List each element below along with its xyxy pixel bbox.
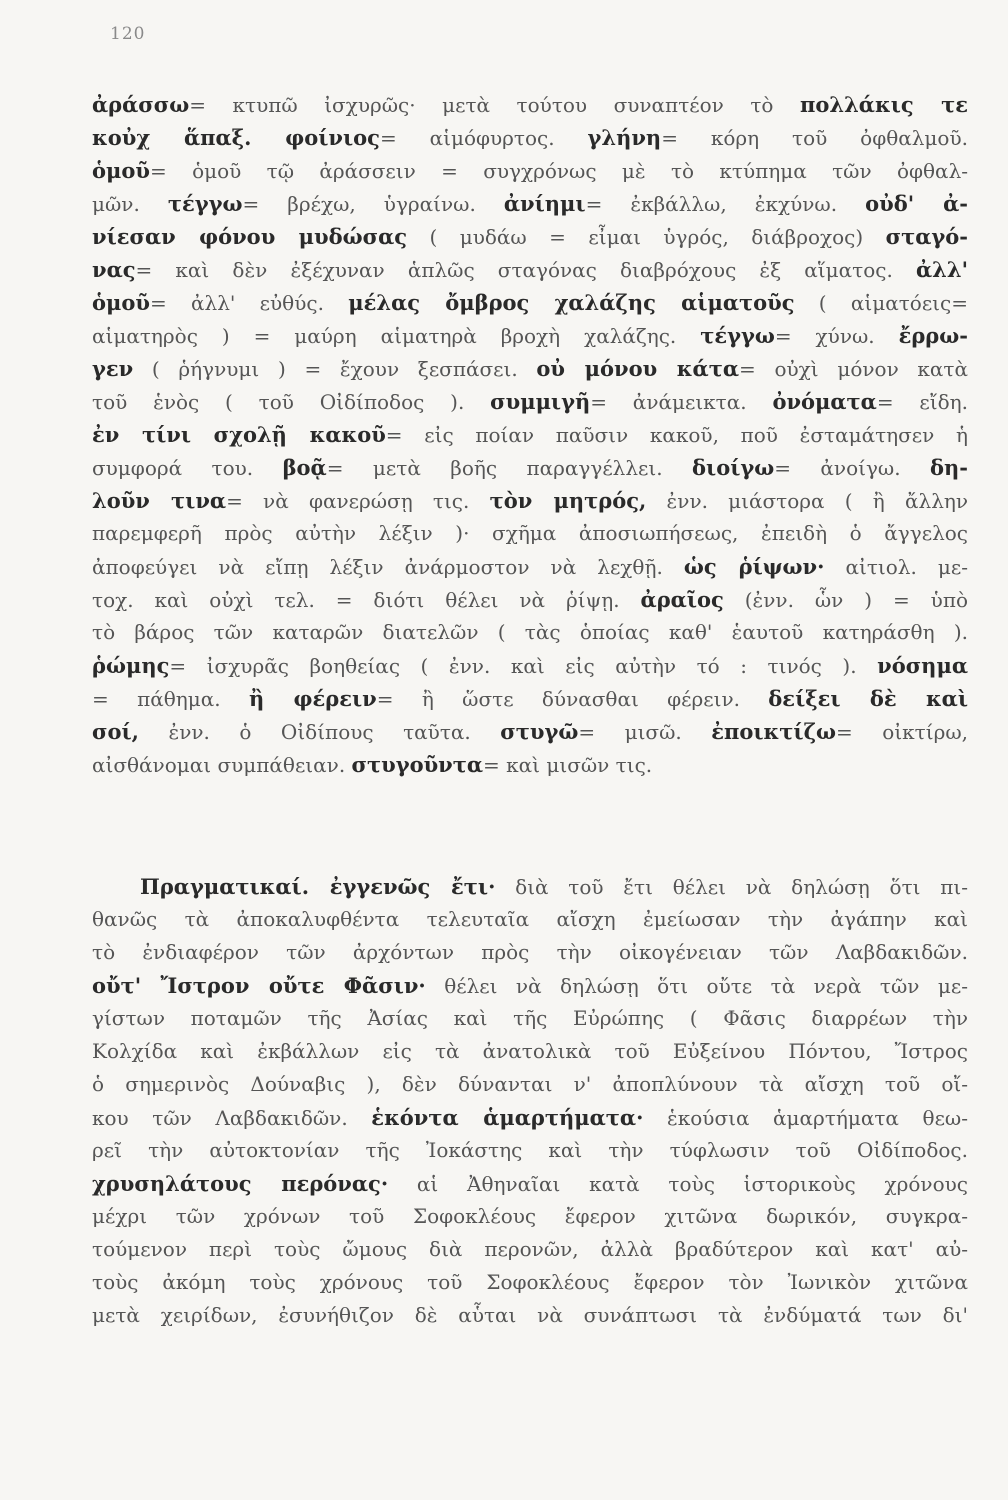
- bold-term: ὡς ῥίψων·: [683, 554, 825, 579]
- bold-term: συμμιγῆ: [490, 389, 591, 414]
- bold-term: ῥώμης: [92, 653, 170, 678]
- block2-line: [92, 969, 968, 1002]
- block1-line: [92, 385, 968, 418]
- block2-line: [92, 1167, 968, 1200]
- bold-term: ἀράσσω: [92, 92, 190, 117]
- bold-term: σταγό-: [885, 224, 968, 249]
- block2-line: [92, 1233, 968, 1266]
- block1-line: [92, 451, 968, 484]
- block2-line: [92, 870, 968, 903]
- bold-term: στυγοῦντα: [351, 752, 484, 777]
- gloss-text: = ἰσχυρᾶς βοηθείας ( ἐνν. καὶ εἰς αὐτὴν τό : τινός ).: [169, 654, 878, 678]
- page-number: 120: [110, 24, 146, 44]
- bold-term: τέγγω: [167, 191, 243, 216]
- bold-term: οὔτ' Ἴστρον οὔτε Φᾶσιν·: [92, 973, 426, 998]
- gloss-text: ( μυδάω = εἶμαι ὑγρός, διάβροχος): [407, 225, 886, 249]
- block1-line: [92, 616, 968, 649]
- gloss-text: γίστων ποταμῶν τῆς Ἀσίας καὶ τῆς Εὐρώπης ( Φᾶσις διαρρέων τὴν: [92, 1006, 968, 1030]
- block1-line: [92, 484, 968, 517]
- block1-line: [92, 418, 968, 451]
- bold-term: γλήνη: [587, 125, 662, 150]
- bold-term: ὀνόματα: [772, 389, 877, 414]
- gloss-text: ἐνν. μιάστορα ( ἢ ἄλλην: [646, 489, 968, 513]
- gloss-text: αἰσθάνομαι συμπάθειαν.: [92, 753, 352, 777]
- gloss-text: = ὁμοῦ τῷ ἀράσσειν = συγχρόνως μὲ τὸ κτύπημα τῶν ὀφθαλ-: [149, 159, 968, 183]
- gloss-text: = ἀνοίγω.: [774, 456, 931, 480]
- block2-line: [92, 1068, 968, 1101]
- gloss-text: = εἰς ποίαν παῦσιν κακοῦ, ποῦ ἐσταμάτησεν ἡ: [385, 423, 968, 447]
- gloss-text: = χύνω.: [774, 324, 899, 348]
- gloss-text: = κτυπῶ ἰσχυρῶς· μετὰ τούτου συναπτέον τὸ: [189, 93, 800, 117]
- gloss-text: = αἱμόφυρτος.: [379, 126, 588, 150]
- gloss-text: μῶν.: [92, 192, 168, 216]
- gloss-text: = καὶ δὲν ἐξέχυναν ἁπλῶς σταγόνας διαβρόχους ἐξ αἵματος.: [135, 258, 916, 282]
- bold-term: βοᾷ: [282, 455, 327, 480]
- gloss-text: αἱματηρὸς ) = μαύρη αἱματηρὰ βροχὴ χαλάζης.: [92, 324, 701, 348]
- bold-term: ὁμοῦ: [92, 158, 150, 183]
- gloss-text: = οὐχὶ μόνον κατὰ: [739, 357, 968, 381]
- gloss-text: ρεῖ τὴν αὐτοκτονίαν τῆς Ἰοκάστης καὶ τὴν τύφλωσιν τοῦ Οἰδίποδος.: [92, 1138, 968, 1162]
- bold-term: ἐν τίνι σχολῇ κακοῦ: [92, 422, 386, 447]
- gloss-text: = πάθημα.: [92, 687, 249, 711]
- gloss-text: ἐνν. ὁ Οἰδίπους ταῦτα.: [138, 720, 501, 744]
- gloss-text: (ἐνν. ὧν ) = ὑπὸ: [723, 588, 968, 612]
- block1-line: [92, 715, 968, 748]
- bold-term: νας: [92, 257, 136, 282]
- block1-line: [92, 517, 968, 550]
- bold-term: στυγῶ: [500, 719, 579, 744]
- gloss-text: = κόρη τοῦ ὀφθαλμοῦ.: [661, 126, 968, 150]
- bold-term: ἀνίημι: [503, 191, 586, 216]
- gloss-text: τὸ ἐνδιαφέρον τῶν ἀρχόντων πρὸς τὴν οἰκογένειαν τῶν Λαβδακιδῶν.: [92, 940, 968, 964]
- bold-term: σοί,: [92, 719, 139, 744]
- block2-line: [92, 1002, 968, 1035]
- block1-line: [92, 286, 968, 319]
- block1-line: [92, 253, 968, 286]
- block2-line: [92, 1266, 968, 1299]
- bold-term: γεν: [92, 356, 134, 381]
- commentary-glossary: [92, 88, 968, 781]
- gloss-text: = ἀνάμεικτα.: [590, 390, 773, 414]
- block1-line: [92, 121, 968, 154]
- gloss-text: παρεμφερῆ πρὸς αὐτὴν λέξιν )· σχῆμα ἀποσιωπήσεως, ἐπειδὴ ὁ ἄγγελος: [92, 521, 968, 545]
- gloss-text: ἀποφεύγει νὰ εἴπῃ λέξιν ἀνάρμοστον νὰ λεχθῇ.: [92, 555, 684, 579]
- block2-line: [92, 1299, 968, 1332]
- bold-term: Πραγματικαί. ἐγγενῶς ἔτι·: [140, 874, 496, 899]
- gloss-text: = εἴδη.: [876, 390, 968, 414]
- gloss-text: Κολχίδα καὶ ἐκβάλλων εἰς τὰ ἀνατολικὰ τοῦ Εὐξείνου Πόντου, Ἴστρος: [92, 1039, 968, 1063]
- gloss-text: = ἐκβάλλω, ἐκχύνω.: [585, 192, 866, 216]
- block1-line: [92, 352, 968, 385]
- bold-term: τέγγω: [700, 323, 775, 348]
- bold-term: δη-: [930, 455, 968, 480]
- gloss-text: = νὰ φανερώσῃ τις.: [226, 489, 490, 513]
- bold-term: νόσημα: [877, 653, 968, 678]
- gloss-text: αἱ Ἀθηναῖαι κατὰ τοὺς ἱστορικοὺς χρόνους: [388, 1172, 968, 1196]
- gloss-text: = μισῶ.: [578, 720, 712, 744]
- bold-term: τὸν μητρός,: [489, 488, 647, 513]
- gloss-text: τοῦ ἑνὸς ( τοῦ Οἰδίποδος ).: [92, 390, 491, 414]
- bold-term: ἀλλ': [915, 257, 968, 282]
- bold-term: ἔρρω-: [898, 323, 968, 348]
- gloss-text: ἑκούσια ἁμαρτήματα θεω-: [643, 1106, 968, 1130]
- bold-term: κοὐχ ἅπαξ. φοίνιος: [92, 125, 380, 150]
- block2-line: [92, 1035, 968, 1068]
- block1-line: [92, 88, 968, 121]
- gloss-text: μέχρι τῶν χρόνων τοῦ Σοφοκλέους ἔφερον χιτῶνα δωρικόν, συγκρα-: [92, 1204, 968, 1228]
- gloss-text: θέλει νὰ δηλώσῃ ὅτι οὔτε τὰ νερὰ τῶν με-: [425, 974, 968, 998]
- bold-term: ἢ φέρειν: [248, 686, 377, 711]
- block1-line: [92, 220, 968, 253]
- gloss-text: θανῶς τὰ ἀποκαλυφθέντα τελευταῖα αἴσχη ἐμείωσαν τὴν ἀγάπην καὶ: [92, 907, 968, 931]
- block2-line: [92, 936, 968, 969]
- gloss-text: = καὶ μισῶν τις.: [483, 753, 653, 777]
- bold-term: λοῦν τινα: [92, 488, 227, 513]
- bold-term: ἐποικτίζω: [711, 719, 837, 744]
- gloss-text: = ἀλλ' εὐθύς.: [149, 291, 349, 315]
- block2-line: [92, 1200, 968, 1233]
- bold-term: διοίγω: [692, 455, 775, 480]
- block2-line: [92, 1134, 968, 1167]
- gloss-text: διὰ τοῦ ἔτι θέλει νὰ δηλώσῃ ὅτι πι-: [495, 875, 968, 899]
- gloss-text: κου τῶν Λαβδακιδῶν.: [92, 1106, 372, 1130]
- bold-term: πολλάκις τε: [799, 92, 968, 117]
- bold-term: νίεσαν φόνου μυδώσας: [92, 224, 408, 249]
- gloss-text: συμφορά του.: [92, 456, 283, 480]
- gloss-text: τούμενον περὶ τοὺς ὤμους διὰ περονῶν, ἀλλὰ βραδύτερον καὶ κατ' αὐ-: [92, 1237, 968, 1261]
- gloss-text: μετὰ χειρίδων, ἐσυνήθιζον δὲ αὗται νὰ συνάπτωσι τὰ ἐνδύματά των δι': [92, 1303, 968, 1327]
- gloss-text: αἰτιολ. με-: [824, 555, 968, 579]
- block2-line: [92, 1101, 968, 1134]
- bold-term: χρυσηλάτους περόνας·: [92, 1171, 389, 1196]
- bold-term: οὐ μόνου κάτα: [536, 356, 740, 381]
- bold-term: ὁμοῦ: [92, 290, 150, 315]
- bold-term: μέλας ὄμβρος χαλάζης αἱματοῦς: [348, 290, 795, 315]
- gloss-text: = βρέχω, ὑγραίνω.: [242, 192, 504, 216]
- bold-term: ἀραῖος: [640, 587, 724, 612]
- block1-line: [92, 319, 968, 352]
- gloss-text: ὁ σημερινὸς Δούναβις ), δὲν δύνανται ν' ἀποπλύνουν τὰ αἴσχη τοῦ οἴ-: [92, 1072, 968, 1096]
- gloss-text: τοὺς ἀκόμη τοὺς χρόνους τοῦ Σοφοκλέους ἔφερον τὸν Ἰωνικὸν χιτῶνα: [92, 1270, 968, 1294]
- gloss-text: = οἰκτίρω,: [836, 720, 968, 744]
- block1-line: [92, 583, 968, 616]
- bold-term: ἑκόντα ἁμαρτήματα·: [371, 1105, 644, 1130]
- block1-line: [92, 649, 968, 682]
- block2-line: [92, 903, 968, 936]
- block1-line: [92, 550, 968, 583]
- gloss-text: τοχ. καὶ οὐχὶ τελ. = διότι θέλει νὰ ῥίψῃ.: [92, 588, 641, 612]
- gloss-text: ( ῥήγνυμι ) = ἔχουν ξεσπάσει.: [133, 357, 537, 381]
- block1-line: [92, 682, 968, 715]
- bold-term: οὐδ' ἀ-: [865, 191, 968, 216]
- block1-line: [92, 748, 968, 781]
- gloss-text: τὸ βάρος τῶν καταρῶν διατελῶν ( τὰς ὁποίας καθ' ἑαυτοῦ κατηράσθη ).: [92, 620, 968, 644]
- block1-line: [92, 154, 968, 187]
- commentary-factual-notes: [92, 870, 968, 1332]
- gloss-text: ( αἱματόεις=: [794, 291, 968, 315]
- bold-term: δείξει δὲ καὶ: [768, 686, 968, 711]
- gloss-text: = ἢ ὥστε δύνασθαι φέρειν.: [376, 687, 769, 711]
- gloss-text: = μετὰ βοῆς παραγγέλλει.: [326, 456, 693, 480]
- block1-line: [92, 187, 968, 220]
